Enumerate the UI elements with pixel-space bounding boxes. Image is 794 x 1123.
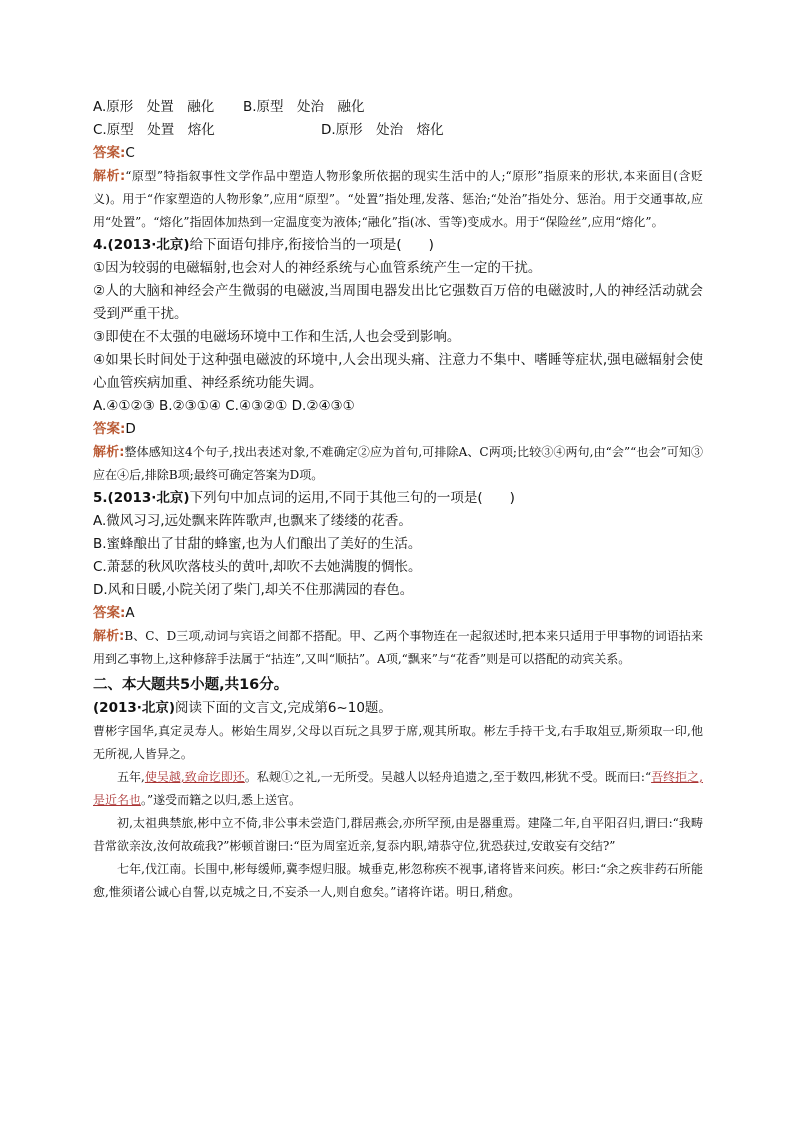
q4-sentence-3: ③即使在不太强的电磁场环境中工作和生活,人也会受到影响。: [93, 329, 461, 345]
q3-option-d: D.原形 处治 熔化: [321, 122, 444, 138]
underlined-sentence-1: 使吴越,致命讫即还: [144, 770, 245, 784]
passage-paragraph-1: 曹彬字国华,真定灵寿人。彬始生周岁,父母以百玩之具罗于席,观其所取。彬左手持干戈,右手取俎豆,斯须取一印,他无所视,人皆异之。: [93, 724, 703, 761]
question-text: 下列句中加点词的运用,不同于其他三句的一项是( ): [189, 490, 515, 506]
answer-label: 答案:: [93, 605, 126, 621]
q4-explanation: [93, 441, 703, 487]
q5-option-a: A.微风习习,远处飘来阵阵歌声,也飘来了缕缕的花香。: [93, 513, 412, 529]
q3-options-row-2: [93, 119, 703, 142]
answer-value: C: [125, 145, 135, 161]
question-number: 4: [93, 237, 103, 253]
q3-options-row-1: [93, 96, 703, 119]
document-page: [93, 96, 703, 904]
q3-option-c: C.原型 处置 熔化: [93, 122, 215, 138]
passage-text: 。私觌①之礼,一无所受。吴越人以轻舟追遗之,至于数四,彬犹不受。既而曰:“: [244, 770, 652, 784]
q3-answer: [93, 142, 703, 165]
answer-value: D: [125, 421, 136, 437]
passage-text: 。”遂受而籍之以归,悉上送官。: [141, 793, 301, 807]
explanation-label: 解析:: [93, 445, 125, 460]
passage-paragraph-3: 初,太祖典禁旅,彬中立不倚,非公事未尝造门,群居燕会,亦所罕预,由是器重焉。建隆二年,自平阳召归,谓曰:“我畴昔常欲亲汝,汝何故疏我?”彬顿首谢曰:“臣为周室近亲,复忝内职,靖恭守位,犹恐获过,安敢妄有交结?”: [93, 816, 703, 853]
q3-option-b: B.原型 处治 融化: [243, 99, 365, 115]
q3-option-a: A.原形 处置 融化: [93, 99, 215, 115]
q5-answer: [93, 602, 703, 625]
q5-option-b: B.蜜蜂酿出了甘甜的蜂蜜,也为人们酿出了美好的生活。: [93, 536, 422, 552]
section-intro: [93, 697, 703, 720]
q5-option-d: D.风和日暖,小院关闭了柴门,却关不住那满园的春色。: [93, 582, 414, 598]
answer-label: 答案:: [93, 145, 126, 161]
explanation-text: 整体感知这4个句子,找出表述对象,不难确定②应为首句,可排除A、C两项;比较③④两句,由“会”“也会”可知③应在④后,排除B项;最终可确定答案为D项。: [93, 445, 704, 482]
section-heading: 二、本大题共5小题,共16分。: [93, 677, 289, 693]
q4-options: A.④①②③ B.②③①④ C.④③②① D.②④③①: [93, 398, 355, 414]
q4-stem: [93, 234, 703, 257]
section-source: (2013·北京): [93, 700, 176, 716]
answer-label: 答案:: [93, 421, 126, 437]
question-text: 给下面语句排序,衔接恰当的一项是( ): [189, 237, 434, 253]
passage-paragraph-2: [93, 766, 703, 812]
q4-answer: [93, 418, 703, 441]
explanation-label: 解析:: [93, 629, 125, 644]
question-source: .(2013·北京): [102, 237, 190, 253]
explanation-label: 解析:: [93, 169, 126, 184]
q3-explanation: [93, 165, 703, 234]
q5-stem: [93, 487, 703, 510]
question-number: 5: [93, 490, 103, 506]
section-instruction: 阅读下面的文言文,完成第6~10题。: [175, 700, 392, 716]
answer-value: A: [125, 605, 135, 621]
q5-option-c: C.萧瑟的秋风吹落枝头的黄叶,却吹不去她满腹的惆怅。: [93, 559, 422, 575]
passage-text: 五年,: [117, 770, 145, 784]
q4-sentence-4: ④如果长时间处于这种强电磁波的环境中,人会出现头痛、注意力不集中、嗜睡等症状,强电磁辐射会使心血管疾病加重、神经系统功能失调。: [93, 352, 703, 391]
q4-sentence-2: ②人的大脑和神经会产生微弱的电磁波,当周围电器发出比它强数百万倍的电磁波时,人的神经活动就会受到严重干扰。: [93, 283, 703, 322]
passage-paragraph-4: 七年,伐江南。长围中,彬每缓师,冀李煜归服。城垂克,彬忽称疾不视事,诸将皆来问疾。彬曰:“余之疾非药石所能愈,惟须诸公诚心自誓,以克城之日,不妄杀一人,则自愈矣。”诸将许诺。明日,稍愈。: [93, 862, 703, 899]
question-source: .(2013·北京): [102, 490, 190, 506]
explanation-text: “原型”特指叙事性文学作品中塑造人物形象所依据的现实生活中的人;“原形”指原来的形状,本来面目(含贬义)。用于“作家塑造的人物形象”,应用“原型”。“处置”指处理,发落、惩治;“处治”指处分、惩治。用于交通事故,应用“处置”。“熔化”指固体加热到一定温度变为液体;“融化”指(冰、雪等)变成水。用于“保险丝”,应用“熔化”。: [93, 169, 703, 229]
q4-sentence-1: ①因为较弱的电磁辐射,也会对人的神经系统与心血管系统产生一定的干扰。: [93, 260, 542, 276]
explanation-text: B、C、D三项,动词与宾语之间都不搭配。甲、乙两个事物连在一起叙述时,把本来只适用于甲事物的词语拈来用到乙事物上,这种修辞手法属于“拈连”,又叫“顺拈”。A项,“飘来”与“花香”则是可以搭配的动宾关系。: [93, 629, 703, 666]
q5-explanation: [93, 625, 703, 671]
underlined-sentence-2: 吾终拒之,是近名也: [93, 770, 703, 807]
